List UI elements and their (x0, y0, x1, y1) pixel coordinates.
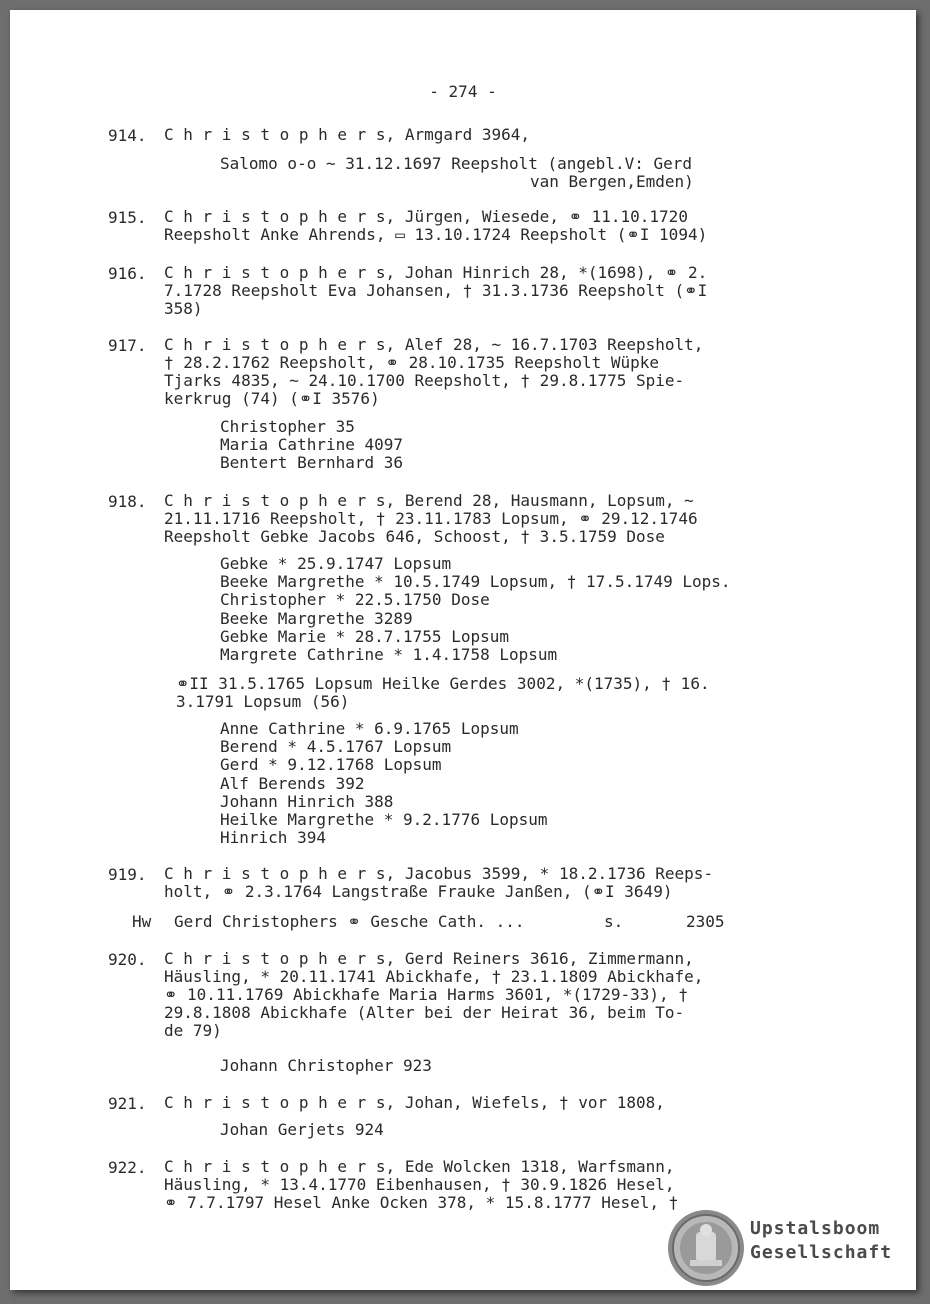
entry-line: C h r i s t o p h e r s, Ede Wolcken 1318, Warfsmann, (164, 1157, 675, 1176)
child-line: Beeke Margrethe * 10.5.1749 Lopsum, † 17.5.1749 Lops. (220, 572, 731, 591)
entry-line: 29.8.1808 Abickhafe (Alter bei der Heirat 36, beim To- (164, 1003, 685, 1022)
entry-number: 915. (108, 208, 147, 227)
child-line: Gebke Marie * 28.7.1755 Lopsum (220, 627, 509, 646)
entry-line: Reepsholt Anke Ahrends, ▭ 13.10.1724 Reepsholt (⚭I 1094) (164, 225, 708, 244)
entry-line: holt, ⚭ 2.3.1764 Langstraße Frauke Janßen, (⚭I 3649) (164, 882, 673, 901)
entry-line: Häusling, * 13.4.1770 Eibenhausen, † 30.9.1826 Hesel, (164, 1175, 675, 1194)
child-line: Gerd * 9.12.1768 Lopsum (220, 755, 442, 774)
entry-number: 919. (108, 865, 147, 884)
entry-number: 916. (108, 264, 147, 283)
child-line: Alf Berends 392 (220, 774, 365, 793)
page-number: - 274 - (429, 82, 497, 101)
entry-line: Salomo o-o ~ 31.12.1697 Reepsholt (angebl.V: Gerd (220, 154, 693, 173)
child-line: Beeke Margrethe 3289 (220, 609, 413, 628)
entry-line: C h r i s t o p h e r s, Berend 28, Hausmann, Lopsum, ~ (164, 491, 694, 510)
entry-number: 918. (108, 492, 147, 511)
entry-number: 920. (108, 950, 147, 969)
hw-note (132, 912, 725, 931)
child-line: Christopher * 22.5.1750 Dose (220, 590, 490, 609)
child-line: Berend * 4.5.1767 Lopsum (220, 737, 452, 756)
entry-line: C h r i s t o p h e r s, Alef 28, ~ 16.7.1703 Reepsholt, (164, 335, 704, 354)
entry-line: Tjarks 4835, ~ 24.10.1700 Reepsholt, † 29.8.1775 Spie- (164, 371, 685, 390)
entry-line: van Bergen,Emden) (530, 172, 694, 191)
entry-line: C h r i s t o p h e r s, Gerd Reiners 3616, Zimmermann, (164, 949, 694, 968)
entry-line: C h r i s t o p h e r s, Armgard 3964, (164, 125, 531, 144)
entry-line: 358) (164, 299, 203, 318)
entry-line: kerkrug (74) (⚭I 3576) (164, 389, 380, 408)
child-line: Maria Cathrine 4097 (220, 435, 404, 454)
marriage-line: ⚭II 31.5.1765 Lopsum Heilke Gerdes 3002, *(1735), † 16. (176, 674, 710, 693)
child-line: Johann Christopher 923 (220, 1056, 432, 1075)
entry-line: Reepsholt Gebke Jacobs 646, Schoost, † 3.5.1759 Dose (164, 527, 665, 546)
child-line: Gebke * 25.9.1747 Lopsum (220, 554, 452, 573)
child-line: Johan Gerjets 924 (220, 1120, 384, 1139)
entry-line: C h r i s t o p h e r s, Jürgen, Wiesede, ⚭ 11.10.1720 (164, 207, 688, 226)
entry-line: C h r i s t o p h e r s, Johan Hinrich 28, *(1698), ⚭ 2. (164, 263, 708, 282)
entry-line: C h r i s t o p h e r s, Johan, Wiefels, † vor 1808, (164, 1093, 665, 1112)
entry-line: Häusling, * 20.11.1741 Abickhafe, † 23.1.1809 Abickhafe, (164, 967, 704, 986)
entry-line: 7.1728 Reepsholt Eva Johansen, † 31.3.1736 Reepsholt (⚭I (164, 281, 708, 300)
child-line: Heilke Margrethe * 9.2.1776 Lopsum (220, 810, 548, 829)
entry-line: ⚭ 7.7.1797 Hesel Anke Ocken 378, * 15.8.1777 Hesel, † (164, 1193, 679, 1212)
entry-line: de 79) (164, 1021, 222, 1040)
entry-line: ⚭ 10.11.1769 Abickhafe Maria Harms 3601, *(1729-33), † (164, 985, 688, 1004)
entry-line: C h r i s t o p h e r s, Jacobus 3599, * 18.2.1736 Reeps- (164, 864, 714, 883)
hw-see: s. (604, 912, 624, 931)
hw-text: Gerd Christophers ⚭ Gesche Cath. ... (174, 912, 525, 931)
child-line: Bentert Bernhard 36 (220, 453, 404, 472)
hw-ref: 2305 (686, 912, 725, 931)
child-line: Christopher 35 (220, 417, 355, 436)
child-line: Anne Cathrine * 6.9.1765 Lopsum (220, 719, 519, 738)
marriage-line: 3.1791 Lopsum (56) (176, 692, 350, 711)
typed-page (10, 10, 916, 1290)
entry-number: 917. (108, 336, 147, 355)
seal-logo-icon (666, 1208, 746, 1288)
child-line: Margrete Cathrine * 1.4.1758 Lopsum (220, 645, 558, 664)
child-line: Johann Hinrich 388 (220, 792, 394, 811)
logo-line-1: Upstalsboom (750, 1218, 881, 1239)
logo-line-2: Gesellschaft (750, 1242, 893, 1263)
entry-number: 922. (108, 1158, 147, 1177)
entry-number: 921. (108, 1094, 147, 1113)
hw-tag: Hw (132, 912, 152, 931)
child-line: Hinrich 394 (220, 828, 326, 847)
entry-number: 914. (108, 126, 147, 145)
entry-line: † 28.2.1762 Reepsholt, ⚭ 28.10.1735 Reepsholt Wüpke (164, 353, 660, 372)
entry-line: 21.11.1716 Reepsholt, † 23.11.1783 Lopsum, ⚭ 29.12.1746 (164, 509, 698, 528)
document-page (10, 10, 916, 1290)
